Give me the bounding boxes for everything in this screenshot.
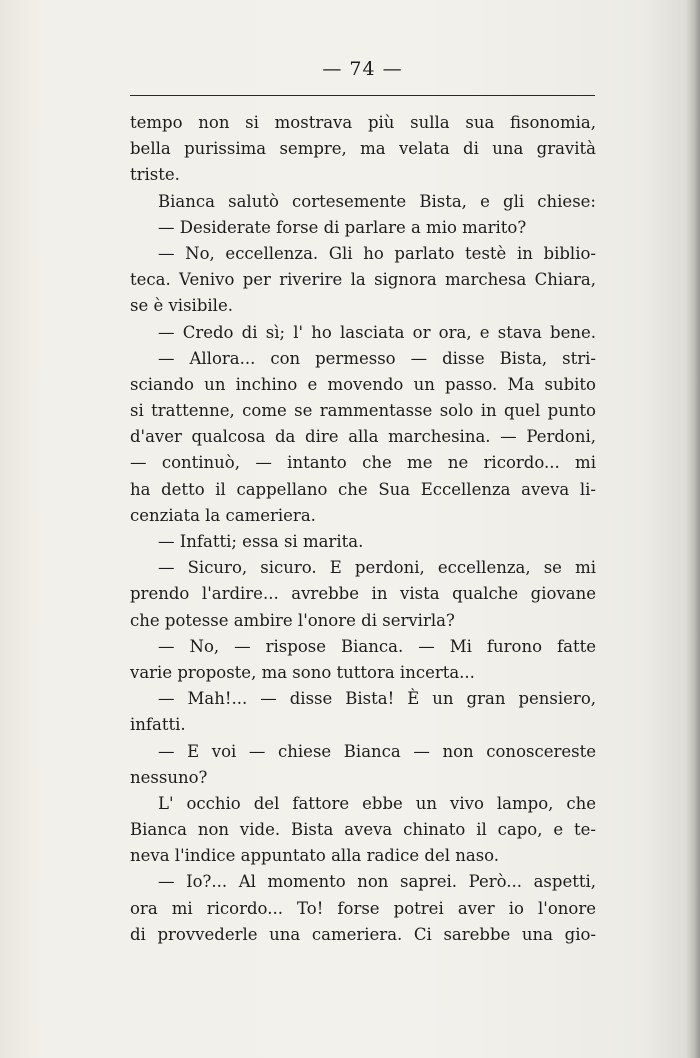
- text-line: prendo l'ardire... avrebbe in vista qualche giovane: [130, 584, 596, 604]
- text-line: — Allora... con permesso — disse Bista, stri-: [158, 348, 596, 368]
- text-line: ora mi ricordo... To! forse potrei aver io l'onore: [130, 898, 596, 918]
- text-line: sciando un inchino e movendo un passo. Ma subito: [130, 374, 596, 394]
- text-line: bella purissima sempre, ma velata di una gravità: [130, 139, 596, 159]
- text-line: d'aver qualcosa da dire alla marchesina. — Perdoni,: [130, 427, 596, 447]
- text-line: — continuò, — intanto che me ne ricordo... mi: [130, 453, 596, 473]
- text-line: si trattenne, come se rammentasse solo in quel punto: [130, 401, 596, 421]
- text-line: — No, — rispose Bianca. — Mi furono fatte: [158, 636, 596, 656]
- text-line: — Mah!... — disse Bista! È un gran pensiero,: [158, 689, 596, 709]
- text-line: — Sicuro, sicuro. E perdoni, eccellenza, se mi: [158, 558, 596, 578]
- text-line: che potesse ambire l'onore di servirla?: [130, 610, 455, 630]
- text-line: L' occhio del fattore ebbe un vivo lampo, che: [158, 793, 596, 813]
- text-line: — Desiderate forse di parlare a mio marito?: [158, 217, 527, 237]
- page-number: — 74 —: [322, 58, 403, 80]
- text-line: tempo non si mostrava più sulla sua fisonomia,: [130, 113, 596, 132]
- text-line: — Infatti; essa si marita.: [158, 532, 364, 551]
- text-line: nessuno?: [130, 767, 208, 787]
- text-line: — E voi — chiese Bianca — non conoscereste: [158, 741, 596, 761]
- text-line: — No, eccellenza. Gli ho parlato testè in biblio-: [158, 243, 596, 263]
- body-text: [130, 110, 596, 948]
- page-edge-shadow: [686, 0, 700, 1058]
- text-line: neva l'indice appuntato alla radice del naso.: [130, 846, 500, 866]
- text-line: — Io?... Al momento non saprei. Però... aspetti,: [158, 872, 596, 892]
- text-line: ha detto il cappellano che Sua Eccellenza aveva li-: [130, 479, 596, 499]
- text-line: Bianca non vide. Bista aveva chinato il capo, e te-: [130, 820, 596, 840]
- text-line: — Credo di sì; l' ho lasciata or ora, e stava bene.: [158, 322, 596, 342]
- text-line: di provvederle una cameriera. Ci sarebbe una gio-: [130, 924, 596, 944]
- text-line: se è visibile.: [130, 296, 233, 316]
- header-rule: [130, 95, 595, 96]
- text-line: varie proposte, ma sono tuttora incerta...: [130, 662, 475, 682]
- text-line: cenziata la cameriera.: [130, 505, 316, 525]
- text-line: Bianca salutò cortesemente Bista, e gli chiese:: [158, 191, 596, 211]
- text-line: teca. Venivo per riverire la signora marchesa Chiara,: [130, 270, 596, 290]
- text-line: infatti.: [130, 715, 186, 735]
- text-line: triste.: [130, 165, 180, 185]
